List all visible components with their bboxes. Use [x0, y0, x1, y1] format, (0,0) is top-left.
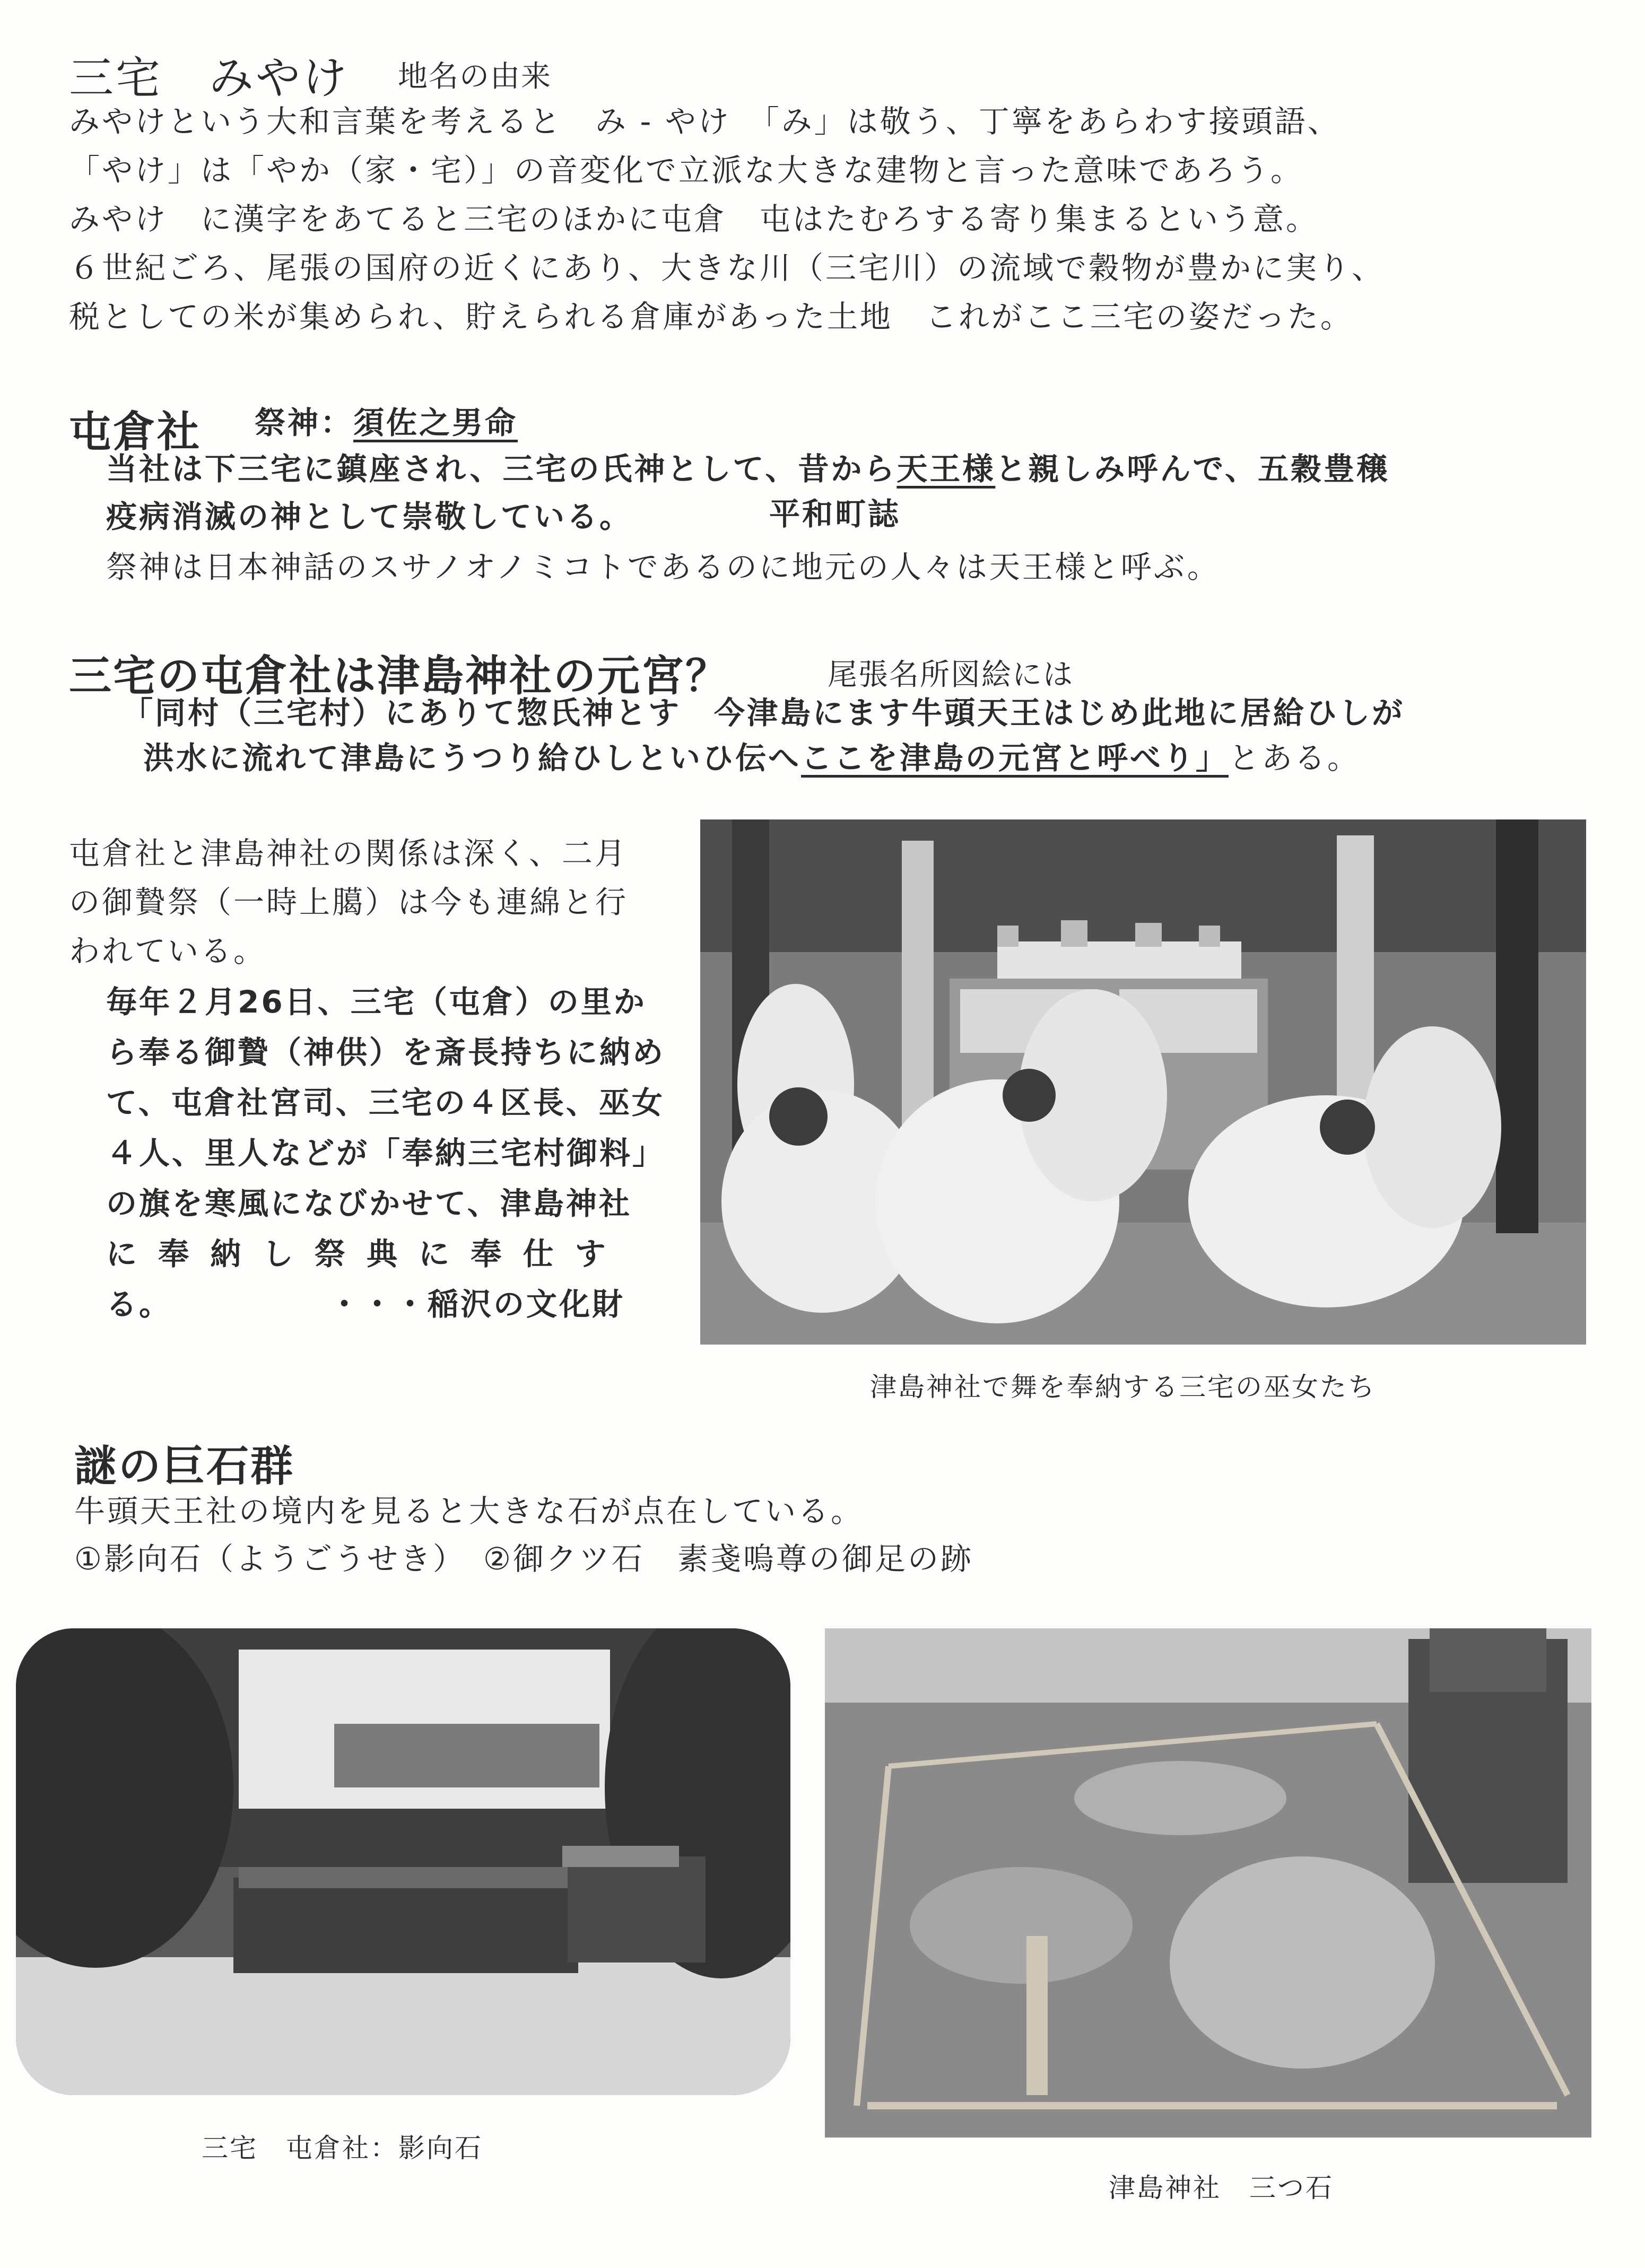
section4-body: に 奉 納 し 祭 典 に 奉 仕 す: [106, 1236, 611, 1272]
left-photo-caption: 三宅 屯倉社：影向石: [202, 2133, 483, 2164]
section4-source: ・・・稲沢の文化財: [329, 1286, 625, 1322]
section3-quote-line1: 「同村（三宅村）にありて惣氏神とす 今津島にます牛頭天王はじめ此地に居給ひしが: [122, 695, 1405, 731]
section4-body: の旗を寒風になびかせて、津島神社: [106, 1185, 632, 1222]
deity-line: [255, 405, 518, 441]
section4-body: ４人、里人などが「奉納三宅村御料」: [106, 1135, 666, 1171]
section1-title: 三宅 みやけ: [69, 52, 350, 104]
section5-line2: ①影向石（ようごうせき） ②御クツ石 素戔嗚尊の御足の跡: [74, 1541, 973, 1577]
section1-line: 税としての米が集められ、貯えられる倉庫があった土地 これがここ三宅の姿だった。: [69, 299, 1353, 335]
section3-quote-line2: [143, 740, 1361, 776]
mitsu-ishi-photo: [825, 1628, 1591, 2138]
section1-subtitle: 地名の由来: [398, 59, 552, 94]
section4-intro: われている。: [69, 933, 267, 969]
section2-line1: [106, 451, 1390, 487]
yogo-stone-photo: [16, 1628, 790, 2095]
section1-line: みやけ に漢字をあてると三宅のほかに屯倉 屯はたむろする寄り集まるという意。: [69, 201, 1319, 237]
miko-photo-caption: 津島神社で舞を奉納する三宅の巫女たち: [870, 1372, 1376, 1402]
section1-line: みやけという大和言葉を考えると み - やけ 「み」は敬う、丁寧をあらわす接頭語、: [69, 103, 1341, 139]
section2-line3: 祭神は日本神話のスサノオノミコトであるのに地元の人々は天王様と呼ぶ。: [106, 549, 1220, 585]
motomiya-text: ここを津島の元宮と呼べり」: [801, 740, 1229, 776]
tenno-sama-text: 天王様: [897, 451, 996, 487]
section5-line1: 牛頭天王社の境内を見ると大きな石が点在している。: [74, 1493, 864, 1529]
text-run: 洪水に流れて津島にうつり給ひしといひ伝へ: [143, 740, 802, 776]
right-photo-caption: 津島神社 三つ石: [1109, 2173, 1334, 2203]
section4-body: 毎年２月26日、三宅（屯倉）の里か: [106, 984, 647, 1020]
section4-body: る。: [106, 1286, 172, 1322]
section3-subtitle: 尾張名所図絵には: [828, 658, 1074, 692]
section4-body: て、屯倉社宮司、三宅の４区長、巫女: [106, 1085, 665, 1121]
section4-body: ら奉る御贄（神供）を斎長持ちに納め: [106, 1034, 666, 1070]
section1-line: ６世紀ごろ、尾張の国府の近くにあり、大きな川（三宅川）の流域で穀物が豊かに実り、: [69, 250, 1385, 286]
text-run: と親しみ呼んで、五穀豊穣: [995, 451, 1390, 487]
section3-title: 三宅の屯倉社は津島神社の元宮？: [69, 651, 729, 701]
section2-line2: 疫病消滅の神として崇敬している。: [106, 499, 633, 535]
section2-source: 平和町誌: [769, 496, 901, 532]
deity-name: 須佐之男命: [353, 405, 518, 441]
section4-intro: 屯倉社と津島神社の関係は深く、二月: [69, 835, 628, 871]
section4-intro: の御贄祭（一時上臈）は今も連綿と行: [69, 884, 629, 920]
section5-title: 謎の巨石群: [74, 1442, 294, 1491]
miko-dance-photo: [700, 819, 1586, 1345]
section1-line: 「やけ」は「やか（家・宅）」の音変化で立派な大きな建物と言った意味であろう。: [69, 152, 1304, 188]
text-run: とある。: [1229, 740, 1361, 776]
deity-label: 祭神：: [255, 405, 354, 441]
text-run: 当社は下三宅に鎮座され、三宅の氏神として、昔から: [106, 451, 897, 487]
section2-title: 屯倉社: [69, 407, 201, 457]
